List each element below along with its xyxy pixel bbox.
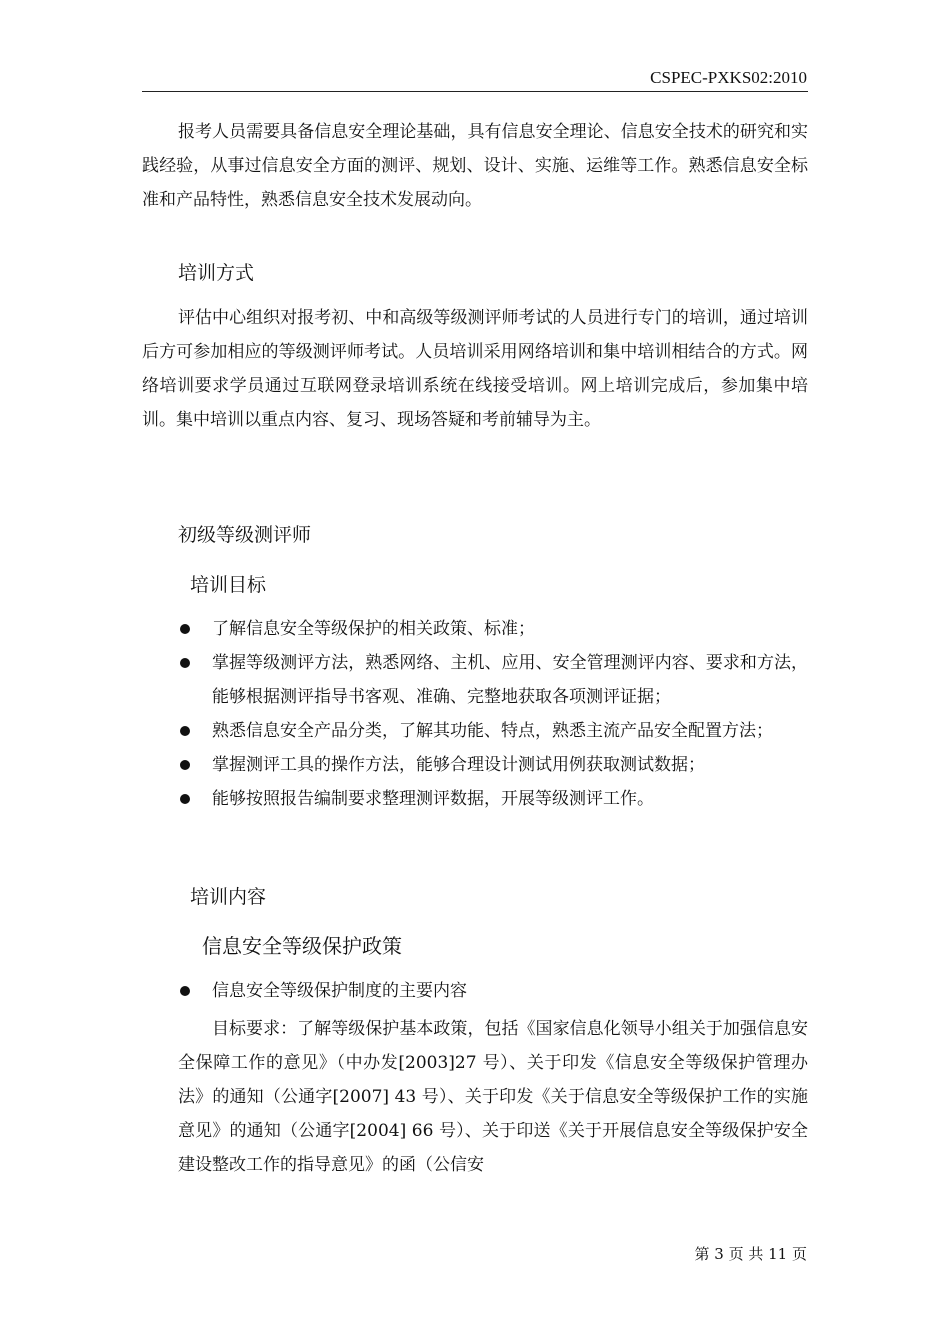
- junior-tester-heading: 初级等级测评师: [178, 524, 312, 546]
- policy-heading: 信息安全等级保护政策: [202, 934, 402, 958]
- list-item: 信息安全等级保护制度的主要内容: [142, 974, 808, 1008]
- training-goals-heading: 培训目标: [190, 574, 267, 596]
- bullet-dot-icon: [180, 986, 190, 996]
- training-content-heading: 培训内容: [190, 886, 267, 908]
- list-item: 能够按照报告编制要求整理测评数据，开展等级测评工作。: [142, 782, 808, 816]
- document-code: CSPEC-PXKS02:2010: [650, 68, 807, 87]
- list-item: 掌握测评工具的操作方法，能够合理设计测试用例获取测试数据；: [142, 748, 808, 782]
- list-item: 掌握等级测评方法，熟悉网络、主机、应用、安全管理测评内容、要求和方法，能够根据测评指导书客观、准确、完整地获取各项测评证据；: [142, 646, 808, 714]
- training-method-heading: 培训方式: [178, 262, 255, 284]
- list-item: 熟悉信息安全产品分类，了解其功能、特点，熟悉主流产品安全配置方法；: [142, 714, 808, 748]
- page-number: 第 3 页 共 11 页: [694, 1245, 807, 1263]
- header-divider: [142, 91, 808, 92]
- policy-paragraph: 目标要求：了解等级保护基本政策，包括《国家信息化领导小组关于加强信息安全保障工作的意见》（中办发[2003]27 号）、关于印发《信息安全等级保护管理办法》的通知（公通字[2007] 43 号）、关于印发《关于信息安全等级保护工作的实施意见》的通知（公通字[2004] 66 号）、关于印送《关于开展信息安全等级保护安全建设整改工作的指导意见》的函（公信安: [178, 1019, 808, 1175]
- requirements-paragraph: 报考人员需要具备信息安全理论基础，具有信息安全理论、信息安全技术的研究和实践经验，从事过信息安全方面的测评、规划、设计、实施、运维等工作。熟悉信息安全标准和产品特性，熟悉信息安全技术发展动向。: [142, 122, 808, 210]
- bullet-dot-icon: [180, 794, 190, 804]
- policy-list: [142, 974, 808, 1008]
- bullet-dot-icon: [180, 726, 190, 736]
- bullet-dot-icon: [180, 658, 190, 668]
- bullet-dot-icon: [180, 760, 190, 770]
- list-item: 了解信息安全等级保护的相关政策、标准；: [142, 612, 808, 646]
- training-method-paragraph: 评估中心组织对报考初、中和高级等级测评师考试的人员进行专门的培训，通过培训后方可参加相应的等级测评师考试。人员培训采用网络培训和集中培训相结合的方式。网络培训要求学员通过互联网登录培训系统在线接受培训。网上培训完成后，参加集中培训。集中培训以重点内容、复习、现场答疑和考前辅导为主。: [142, 308, 808, 430]
- bullet-dot-icon: [180, 624, 190, 634]
- training-goals-list: [142, 612, 808, 816]
